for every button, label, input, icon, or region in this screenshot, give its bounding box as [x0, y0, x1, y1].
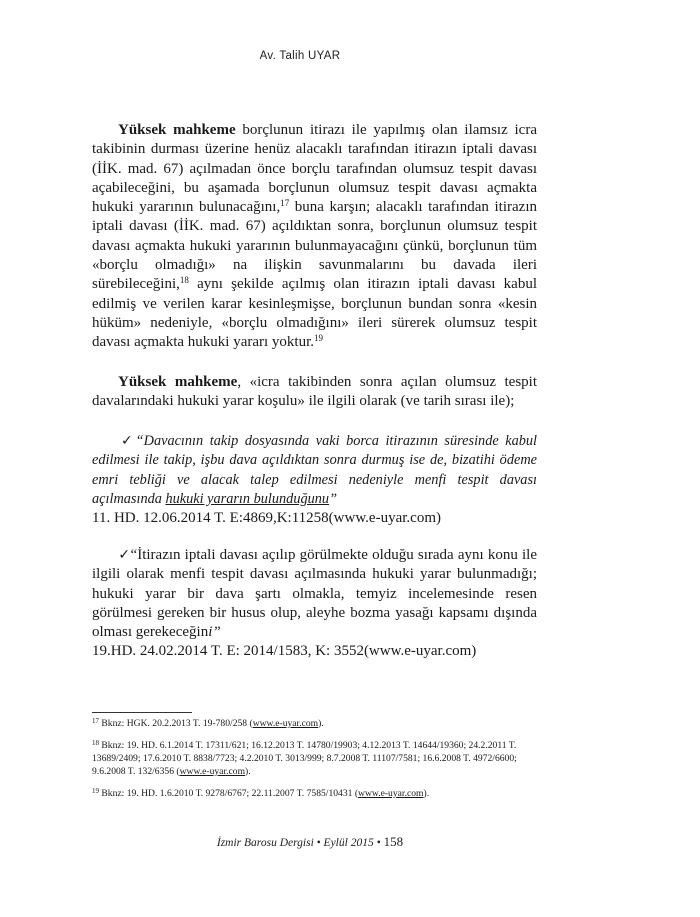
paragraph-2-bold-lead: Yüksek mahkeme	[118, 374, 238, 390]
footnote-19	[92, 787, 537, 800]
quote-1-close: ”	[329, 490, 338, 507]
footnote-end: ).	[423, 788, 430, 799]
checkmark-icon: ✓	[118, 547, 131, 563]
paragraph-1-text-b: buna karşın; alacaklı tarafından itirazın iptali davası (İİK. mad. 67) açıldıktan sonra, borçlunun olumsuz tespit davası açmakta hukuki yararının bulunmayacağını çünkü, borçlunun tüm «borçlu olmadığı» na ilişkin savunmalarını bu davada ileri sürebileceğini,	[92, 199, 537, 293]
paragraph-1-text-c: aynı şekilde açılmış olan itirazın iptali davası kabul edilmiş ve verilen karar kesinleşmişse, borçlunun bundan sonra «kesin hüküm» nedeniyle, «borçlu olmadığını» ileri sürerek olumsuz tespit davası açmakta hukuki yararı yoktur.	[92, 276, 537, 351]
footnote-end: ).	[318, 718, 324, 729]
footnote-17	[92, 717, 537, 730]
page-footer	[0, 834, 620, 850]
footnote-number: 18	[92, 739, 99, 747]
quote-2-close: i”	[208, 624, 221, 641]
quote-1-text: “Davacının takip dosyasında vaki borca itirazının süresinde kabul edilmesi ile takip, işbu dava açıldıktan sonra durmuş ise de, bizatihi ödeme emri tebliği ve alacak talep edilmesi nedeniyle menfi tespit davası açılmasında	[92, 433, 537, 507]
footnote-divider	[92, 712, 192, 713]
quote-2	[92, 546, 537, 642]
paragraph-1-text-a: borçlunun itirazı ile yapılmış olan ilamsız icra takibinin durması üzerine henüz alacaklı tarafından itirazın iptali davası (İİK. mad. 67) açılmadan önce borçlu tarafından olumsuz tespit davası açabileceğini, bu aşamada borçlunun olumsuz tespit davası açmakta hukuki yararının bulunacağını,	[92, 122, 537, 216]
footnote-link[interactable]: www.e-uyar.com	[358, 788, 424, 799]
paragraph-1	[92, 121, 537, 353]
citation-2: 19.HD. 24.02.2014 T. E: 2014/1583, K: 3552(www.e-uyar.com)	[92, 643, 477, 659]
footnote-link[interactable]: www.e-uyar.com	[179, 766, 246, 777]
footnote-ref-17[interactable]: 17	[280, 198, 290, 209]
checkmark-icon: ✓	[118, 433, 136, 449]
paragraph-1-bold-lead: Yüksek mahkeme	[118, 122, 236, 138]
footnote-link[interactable]: www.e-uyar.com	[252, 718, 319, 729]
footnote-text: Bknz: HGK. 20.2.2013 T. 19-780/258 (	[101, 718, 253, 729]
footnote-text: Bknz: 19. HD. 1.6.2010 T. 9278/6767; 22.11.2007 T. 7585/10431 (	[101, 788, 359, 799]
journal-name: İzmir Barosu Dergisi • Eylül 2015 •	[216, 837, 381, 849]
citation-1: 11. HD. 12.06.2014 T. E:4869,K:11258(www.e-uyar.com)	[92, 510, 441, 526]
footnote-number: 17	[92, 717, 99, 725]
footnote-text: Bknz: 19. HD. 6.1.2014 T. 17311/621; 16.12.2013 T. 14780/19903; 4.12.2013 T. 14644/19360; 24.2.2011 T. 13689/2409; 17.6.2010 T. 8838/7723; 4.2.2010 T. 3013/999; 8.7.2008 T. 11107/7581; 16.6.2008 T. 4972/6600; 9.6.2008 T. 132/6356 (	[92, 740, 517, 777]
footnote-end: ).	[245, 766, 251, 777]
paragraph-2-text: , «icra takibinden sonra açılan olumsuz tespit davalarındaki hukuki yarar koşulu» ile ilgili olarak (ve tarih sırası ile);	[92, 374, 537, 410]
running-header: Av. Talih UYAR	[259, 50, 341, 62]
footnote-ref-18[interactable]: 18	[179, 275, 189, 286]
footnote-ref-19[interactable]: 19	[314, 333, 324, 344]
quote-1-underlined: hukuki yararın bulunduğunu	[165, 490, 330, 507]
footnote-18	[92, 739, 537, 778]
footnotes	[92, 717, 537, 809]
footnote-number: 19	[92, 787, 99, 795]
quote-1	[92, 432, 537, 509]
paragraph-2	[92, 373, 537, 412]
quote-2-text: “İtirazın iptali davası açılıp görülmekte olduğu sırada aynı konu ile ilgili olarak menfi tespit davası açılmasında hukuki yarar bulunmadığı; hukuki yarar bir dava şartı olmakla, temyiz incelemesinde resen görülmesi gereken bir husus olup, aleyhe bozma yasağı kapsamı dışında olması gerekeceğin	[92, 547, 537, 641]
page-number: 158	[383, 834, 404, 849]
